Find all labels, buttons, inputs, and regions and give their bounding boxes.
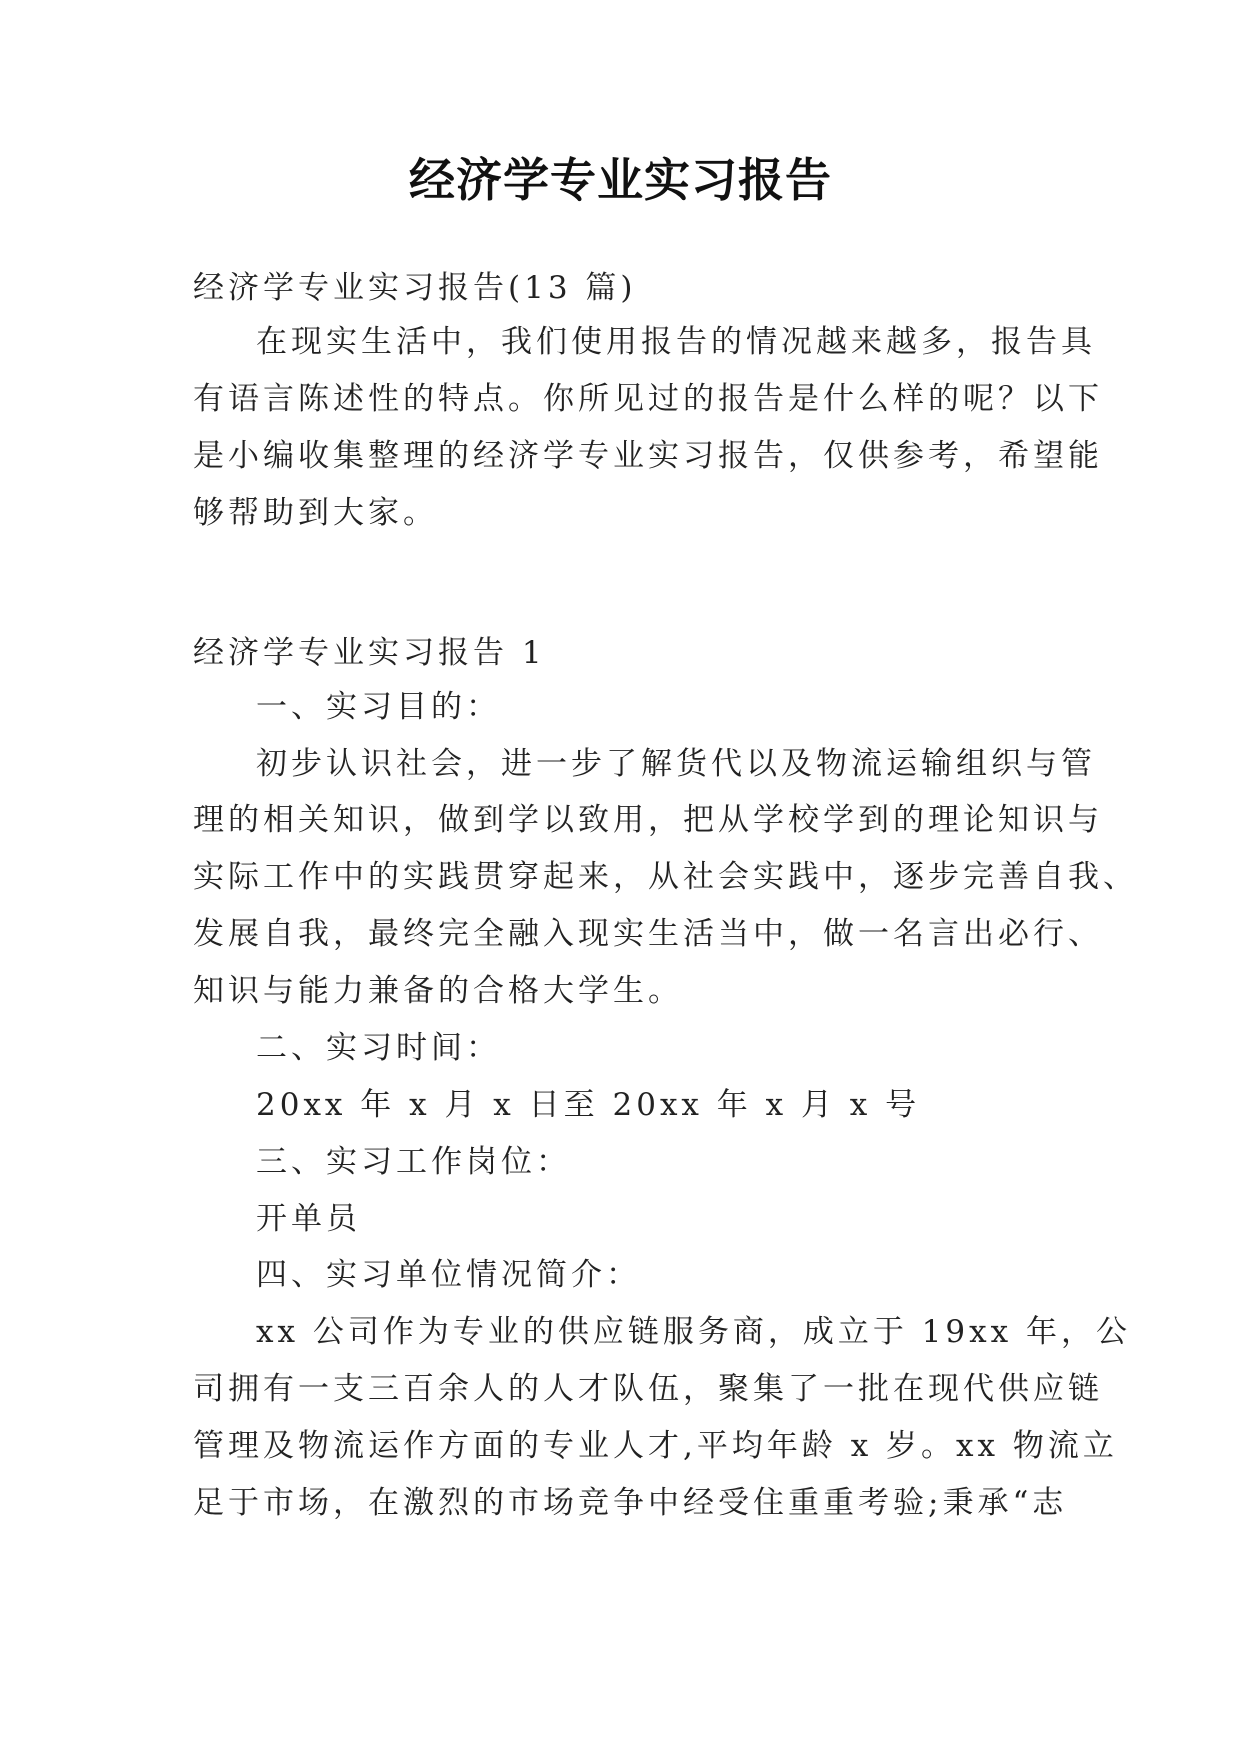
intro-paragraph-line: 有语言陈述性的特点。你所见过的报告是什么样的呢？以下 [193, 381, 1103, 417]
paragraph-line: 管理及物流运作方面的专业人才,平均年龄 x 岁。xx 物流立 [193, 1428, 1118, 1464]
paragraph-line: 足于市场，在激烈的市场竞争中经受住重重考验;秉承“志 [193, 1485, 1068, 1521]
paragraph-line: 发展自我，最终完全融入现实生活当中，做一名言出必行、 [193, 916, 1103, 952]
item-heading: 一、实习目的： [256, 689, 501, 725]
paragraph-line: 理的相关知识，做到学以致用，把从学校学到的理论知识与 [193, 802, 1103, 838]
paragraph-line: 开单员 [256, 1201, 361, 1237]
section-heading: 经济学专业实习报告 1 [193, 635, 546, 671]
paragraph-line: 初步认识社会，进一步了解货代以及物流运输组织与管 [256, 746, 1096, 782]
intro-paragraph-line: 在现实生活中，我们使用报告的情况越来越多，报告具 [256, 324, 1096, 360]
paragraph-line: 司拥有一支三百余人的人才队伍，聚集了一批在现代供应链 [193, 1371, 1103, 1407]
document-title: 经济学专业实习报告 [409, 153, 832, 207]
paragraph-line: 实际工作中的实践贯穿起来，从社会实践中，逐步完善自我、 [193, 859, 1138, 895]
intro-paragraph-line: 是小编收集整理的经济学专业实习报告，仅供参考，希望能 [193, 438, 1103, 474]
item-heading: 二、实习时间： [256, 1030, 501, 1066]
item-heading: 三、实习工作岗位： [256, 1144, 571, 1180]
paragraph-line: 知识与能力兼备的合格大学生。 [193, 973, 683, 1009]
intro-paragraph-line: 够帮助到大家。 [193, 495, 438, 531]
document-subtitle: 经济学专业实习报告(13 篇) [193, 270, 637, 306]
item-heading: 四、实习单位情况简介： [256, 1257, 641, 1293]
paragraph-line: xx 公司作为专业的供应链服务商，成立于 19xx 年，公 [256, 1314, 1131, 1350]
paragraph-line: 20xx 年 x 月 x 日至 20xx 年 x 月 x 号 [256, 1087, 921, 1123]
